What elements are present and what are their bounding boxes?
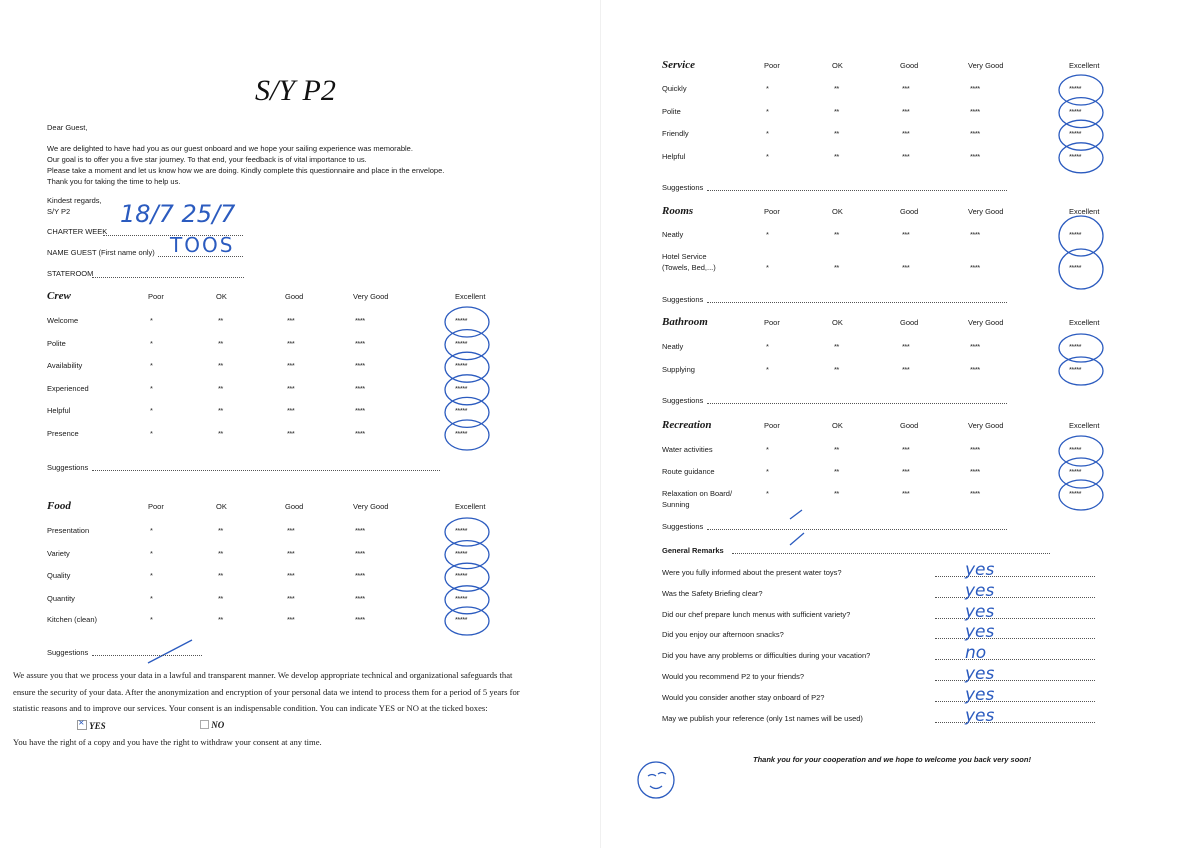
rooms-header-good: Good	[900, 207, 919, 216]
question-text: Would you consider another stay onboard of P2?	[662, 692, 825, 702]
food-rating-option: **	[218, 615, 223, 624]
rooms-header-very-good: Very Good	[968, 207, 1004, 216]
recreation-rating-option: *****	[1069, 445, 1082, 454]
recreation-header-excellent: Excellent	[1069, 421, 1100, 430]
crew-rating-option: *****	[455, 406, 468, 416]
intro-line-2: Our goal is to offer you a five star journey. To that end, your feedback is of vital importance to us.	[47, 155, 367, 164]
food-rating-option: *****	[455, 526, 468, 535]
recreation-rating-option: **	[834, 467, 839, 476]
food-rating-option: ****	[355, 615, 365, 624]
question-answer: yes	[965, 664, 995, 684]
question-text: Did you have any problems or difficulties during your vacation?	[662, 651, 871, 661]
question-answer-line	[935, 597, 1095, 598]
bathroom-rating-option: **	[834, 342, 839, 351]
charter-week-value: 18/7 25/7	[120, 200, 236, 228]
bathroom-header-ok: OK	[832, 318, 843, 327]
bathroom-rating-option: ****	[970, 365, 980, 374]
service-rating-option: **	[834, 106, 839, 116]
service-rating-option: ****	[970, 106, 980, 116]
recreation-rating-option: *****	[1069, 467, 1082, 476]
crew-rating-option: ****	[355, 361, 365, 371]
service-rating-option: *	[766, 151, 769, 161]
recreation-rating-option: ***	[902, 445, 910, 454]
food-rating-option: **	[218, 593, 223, 603]
service-rating-option: **	[834, 151, 839, 161]
rooms-header-ok: OK	[832, 207, 843, 216]
food-rating-option: ****	[355, 571, 365, 581]
crew-row-label: Experienced	[47, 383, 89, 393]
recreation-rating-option: ***	[902, 489, 910, 498]
rooms-header-poor: Poor	[764, 207, 780, 216]
bathroom-header-very-good: Very Good	[968, 318, 1004, 327]
crew-row-label: Availability	[47, 361, 83, 371]
food-rating-option: **	[218, 526, 223, 535]
bathroom-row-label: Neatly	[662, 342, 684, 351]
rooms-rating-option: *****	[1069, 263, 1082, 272]
food-header-poor: Poor	[148, 502, 164, 511]
rooms-rating-option: **	[834, 263, 839, 272]
food-rating-option: *****	[455, 571, 468, 581]
food-rating-option: **	[218, 571, 223, 581]
intro-line-4: Thank you for taking the time to help us.	[47, 177, 181, 186]
crew-header-excellent: Excellent	[455, 292, 486, 301]
crew-rating-option: *	[150, 338, 153, 348]
bathroom-rating-option: *	[766, 342, 769, 351]
service-rating-option: *****	[1069, 84, 1082, 93]
rooms-suggestions-line	[707, 302, 1007, 303]
food-rating-option: *****	[455, 548, 468, 558]
rooms-rating-option: ****	[970, 230, 980, 239]
check-mark-icon: ×	[78, 717, 85, 729]
crew-suggestions-label: Suggestions	[47, 463, 89, 472]
signature: S/Y P2	[47, 207, 71, 216]
rooms-row-label: (Towels, Bed,...)	[662, 263, 716, 272]
recreation-row-label: Sunning	[662, 500, 690, 509]
crew-rating-option: *	[150, 429, 153, 438]
question-answer-line	[935, 576, 1095, 577]
bathroom-section-title: Bathroom	[662, 316, 708, 328]
food-row-label: Quality	[47, 571, 71, 581]
crew-rating-option: *****	[455, 429, 468, 438]
crew-row-label: Helpful	[47, 406, 71, 416]
service-rating-option: *	[766, 129, 769, 139]
rooms-row-label: Hotel Service	[662, 252, 707, 261]
service-section-title: Service	[662, 59, 695, 71]
crew-rating-option: ****	[355, 406, 365, 416]
privacy-line-3: statistic reasons and to improve our services. Your consent is an indispensable condition. You can indicate YES or NO at the ticked boxes:	[13, 703, 488, 713]
rooms-section-title: Rooms	[662, 205, 694, 217]
food-rating-option: ***	[287, 526, 295, 535]
food-rating-option: *****	[455, 593, 468, 603]
question-text: Did our chef prepare lunch menus with sufficient variety?	[662, 609, 851, 619]
crew-rating-option: ****	[355, 383, 365, 393]
food-header-good: Good	[285, 502, 304, 511]
recreation-rating-option: ****	[970, 489, 980, 498]
crew-rating-option: **	[218, 383, 223, 393]
food-rating-option: *	[150, 615, 153, 624]
question-answer: yes	[965, 622, 995, 643]
crew-rating-option: ***	[287, 316, 295, 325]
crew-header-good: Good	[285, 292, 304, 301]
charter-week-label: CHARTER WEEK	[47, 227, 108, 236]
crew-rating-option: *****	[455, 338, 468, 348]
food-row-label: Kitchen (clean)	[47, 615, 98, 624]
consent-yes-label: YES	[89, 721, 106, 731]
rooms-rating-option: *	[766, 263, 769, 272]
service-rating-option: ****	[970, 129, 980, 139]
thanks-text: Thank you for your cooperation and we hope to welcome you back very soon!	[753, 755, 1031, 764]
food-rating-option: *	[150, 571, 153, 581]
crew-rating-option: **	[218, 429, 223, 438]
bathroom-rating-option: ***	[902, 365, 910, 374]
rooms-rating-option: *****	[1069, 230, 1082, 239]
question-answer: yes	[965, 684, 995, 705]
rooms-header-excellent: Excellent	[1069, 207, 1100, 216]
intro-line-1: We are delighted to have had you as our guest onboard and we hope your sailing experience was memorable.	[47, 144, 413, 153]
crew-rating-option: *****	[455, 361, 468, 371]
crew-rating-option: **	[218, 406, 223, 416]
question-answer-line	[935, 638, 1095, 639]
rights-text: You have the right of a copy and you have the right to withdraw your consent at any time.	[13, 737, 322, 747]
crew-rating-option: ***	[287, 383, 295, 393]
question-answer: yes	[965, 560, 995, 580]
greeting: Dear Guest,	[47, 123, 88, 132]
question-text: Were you fully informed about the present water toys?	[662, 568, 842, 577]
crew-header-very-good: Very Good	[353, 292, 389, 301]
food-row-label: Variety	[47, 548, 70, 558]
rooms-rating-option: ***	[902, 263, 910, 272]
service-rating-option: *****	[1069, 151, 1082, 161]
service-suggestions-label: Suggestions	[662, 183, 704, 192]
service-row-label: Helpful	[662, 151, 686, 161]
recreation-row-label: Water activities	[662, 445, 713, 454]
recreation-rating-option: ****	[970, 467, 980, 476]
crew-rating-option: *****	[455, 316, 468, 325]
recreation-header-good: Good	[900, 421, 919, 430]
question-answer: yes	[965, 601, 995, 622]
service-rating-option: **	[834, 84, 839, 93]
question-text: May we publish your reference (only 1st names will be used)	[662, 713, 863, 723]
recreation-rating-option: ****	[970, 445, 980, 454]
service-rating-option: ***	[902, 151, 910, 161]
recreation-suggestion-stroke	[790, 510, 804, 545]
service-row-label: Polite	[662, 106, 681, 116]
privacy-line-2: ensure the security of your data. After the anonymization and encryption of your personal data we intend to process them for a period of 5 years for	[13, 687, 520, 697]
recreation-header-poor: Poor	[764, 421, 780, 430]
privacy-line-1: We assure you that we process your data in a lawful and transparent manner. We develop appropriate technical and organizational safeguards that	[13, 670, 513, 680]
question-answer-line	[935, 722, 1095, 723]
crew-rating-option: ***	[287, 338, 295, 348]
crew-rating-option: *****	[455, 383, 468, 393]
recreation-rating-option: *	[766, 445, 769, 454]
page-title: S/Y P2	[255, 74, 336, 107]
food-rating-option: **	[218, 548, 223, 558]
recreation-rating-option: **	[834, 445, 839, 454]
service-rating-option: *	[766, 106, 769, 116]
bathroom-rating-option: *	[766, 365, 769, 374]
general-remarks-label: General Remarks	[662, 546, 724, 555]
bathroom-rating-option: *****	[1069, 342, 1082, 351]
service-row-label: Friendly	[662, 129, 689, 139]
bathroom-suggestions-line	[707, 403, 1007, 404]
food-rating-option: *	[150, 593, 153, 603]
service-header-ok: OK	[832, 61, 843, 70]
food-suggestions-label: Suggestions	[47, 648, 89, 657]
question-answer-line	[935, 680, 1095, 681]
food-row-label: Presentation	[47, 526, 90, 535]
crew-rating-option: *	[150, 361, 153, 371]
consent-no-label: NO	[211, 720, 225, 730]
question-text: Was the Safety Briefing clear?	[662, 588, 763, 598]
food-row-label: Quantity	[47, 593, 75, 603]
service-rating-option: ***	[902, 129, 910, 139]
food-suggestion-stroke	[148, 640, 192, 663]
crew-suggestions-line	[92, 470, 440, 471]
service-rating-option: *	[766, 84, 769, 93]
service-row-label: Quickly	[662, 84, 687, 93]
service-suggestions-line	[707, 190, 1007, 191]
recreation-suggestions-label: Suggestions	[662, 522, 704, 531]
service-header-excellent: Excellent	[1069, 61, 1100, 70]
recreation-rating-option: *	[766, 489, 769, 498]
food-header-ok: OK	[216, 502, 227, 511]
food-rating-option: *	[150, 526, 153, 535]
recreation-header-very-good: Very Good	[968, 421, 1004, 430]
name-guest-value: TOOS	[170, 233, 235, 257]
question-answer-line	[935, 618, 1095, 619]
crew-rating-option: ****	[355, 338, 365, 348]
crew-header-ok: OK	[216, 292, 227, 301]
crew-section-title: Crew	[47, 290, 71, 302]
crew-header-poor: Poor	[148, 292, 164, 301]
question-answer-line	[935, 701, 1095, 702]
service-rating-option: ****	[970, 151, 980, 161]
food-rating-option: ***	[287, 548, 295, 558]
recreation-rating-option: *	[766, 467, 769, 476]
question-answer: yes	[965, 580, 995, 601]
food-section-title: Food	[47, 500, 71, 512]
service-rating-option: *****	[1069, 106, 1082, 116]
smiley-drawing	[638, 762, 674, 798]
crew-rating-option: ***	[287, 406, 295, 416]
crew-rating-option: ****	[355, 429, 365, 438]
recreation-row-label: Route guidance	[662, 467, 715, 476]
food-rating-option: ***	[287, 615, 295, 624]
smiley-face	[648, 773, 666, 789]
bathroom-row-label: Supplying	[662, 365, 695, 374]
food-suggestions-line	[92, 655, 202, 656]
bathroom-rating-option: ****	[970, 342, 980, 351]
crew-rating-option: *	[150, 406, 153, 416]
recreation-section-title: Recreation	[662, 419, 712, 431]
crew-rating-option: *	[150, 316, 153, 325]
question-text: Did you enjoy our afternoon snacks?	[662, 630, 784, 640]
crew-rating-option: **	[218, 338, 223, 348]
food-rating-option: ****	[355, 548, 365, 558]
rooms-rating-option: ****	[970, 263, 980, 272]
question-text: Would you recommend P2 to your friends?	[662, 672, 805, 681]
intro-line-3: Please take a moment and let us know how we are doing. Kindly complete this questionnaire and place in the envelope.	[47, 166, 445, 175]
crew-rating-option: **	[218, 316, 223, 325]
crew-row-label: Presence	[47, 429, 79, 438]
food-rating-option: ***	[287, 593, 295, 603]
service-rating-option: ***	[902, 84, 910, 93]
food-rating-option: ***	[287, 571, 295, 581]
service-header-very-good: Very Good	[968, 61, 1004, 70]
rooms-suggestions-label: Suggestions	[662, 295, 704, 304]
bathroom-rating-option: *****	[1069, 365, 1082, 374]
name-guest-label: NAME GUEST (First name only)	[47, 248, 155, 257]
food-rating-option: *	[150, 548, 153, 558]
rooms-rating-option: ***	[902, 230, 910, 239]
crew-rating-option: ****	[355, 316, 365, 325]
question-answer: no	[965, 643, 987, 664]
crew-row-label: Polite	[47, 338, 66, 348]
recreation-row-label: Relaxation on Board/	[662, 489, 733, 498]
service-rating-option: ***	[902, 106, 910, 116]
question-answer: yes	[965, 705, 995, 726]
crew-rating-option: *	[150, 383, 153, 393]
crew-rating-option: ***	[287, 361, 295, 371]
bathroom-suggestions-label: Suggestions	[662, 396, 704, 405]
rooms-rating-option: **	[834, 230, 839, 239]
recreation-rating-option: *****	[1069, 489, 1082, 498]
stateroom-label: STATEROOM	[47, 269, 94, 278]
crew-rating-option: ***	[287, 429, 295, 438]
recreation-rating-option: **	[834, 489, 839, 498]
bathroom-header-excellent: Excellent	[1069, 318, 1100, 327]
service-rating-option: **	[834, 129, 839, 139]
bathroom-header-good: Good	[900, 318, 919, 327]
rooms-row-label: Neatly	[662, 230, 684, 239]
bathroom-header-poor: Poor	[764, 318, 780, 327]
question-answer-line	[935, 659, 1095, 660]
food-rating-option: ****	[355, 526, 365, 535]
food-header-excellent: Excellent	[455, 502, 486, 511]
food-header-very-good: Very Good	[353, 502, 389, 511]
recreation-header-ok: OK	[832, 421, 843, 430]
recreation-rating-option: ***	[902, 467, 910, 476]
food-rating-option: *****	[455, 615, 468, 624]
crew-rating-option: **	[218, 361, 223, 371]
closing: Kindest regards,	[47, 196, 102, 205]
food-rating-option: ****	[355, 593, 365, 603]
service-header-good: Good	[900, 61, 919, 70]
service-rating-option: *****	[1069, 129, 1082, 139]
crew-row-label: Welcome	[47, 316, 79, 325]
bathroom-rating-option: ***	[902, 342, 910, 351]
recreation-suggestions-line	[707, 529, 1007, 530]
rooms-rating-option: *	[766, 230, 769, 239]
bathroom-rating-option: **	[834, 365, 839, 374]
service-header-poor: Poor	[764, 61, 780, 70]
service-rating-option: ****	[970, 84, 980, 93]
